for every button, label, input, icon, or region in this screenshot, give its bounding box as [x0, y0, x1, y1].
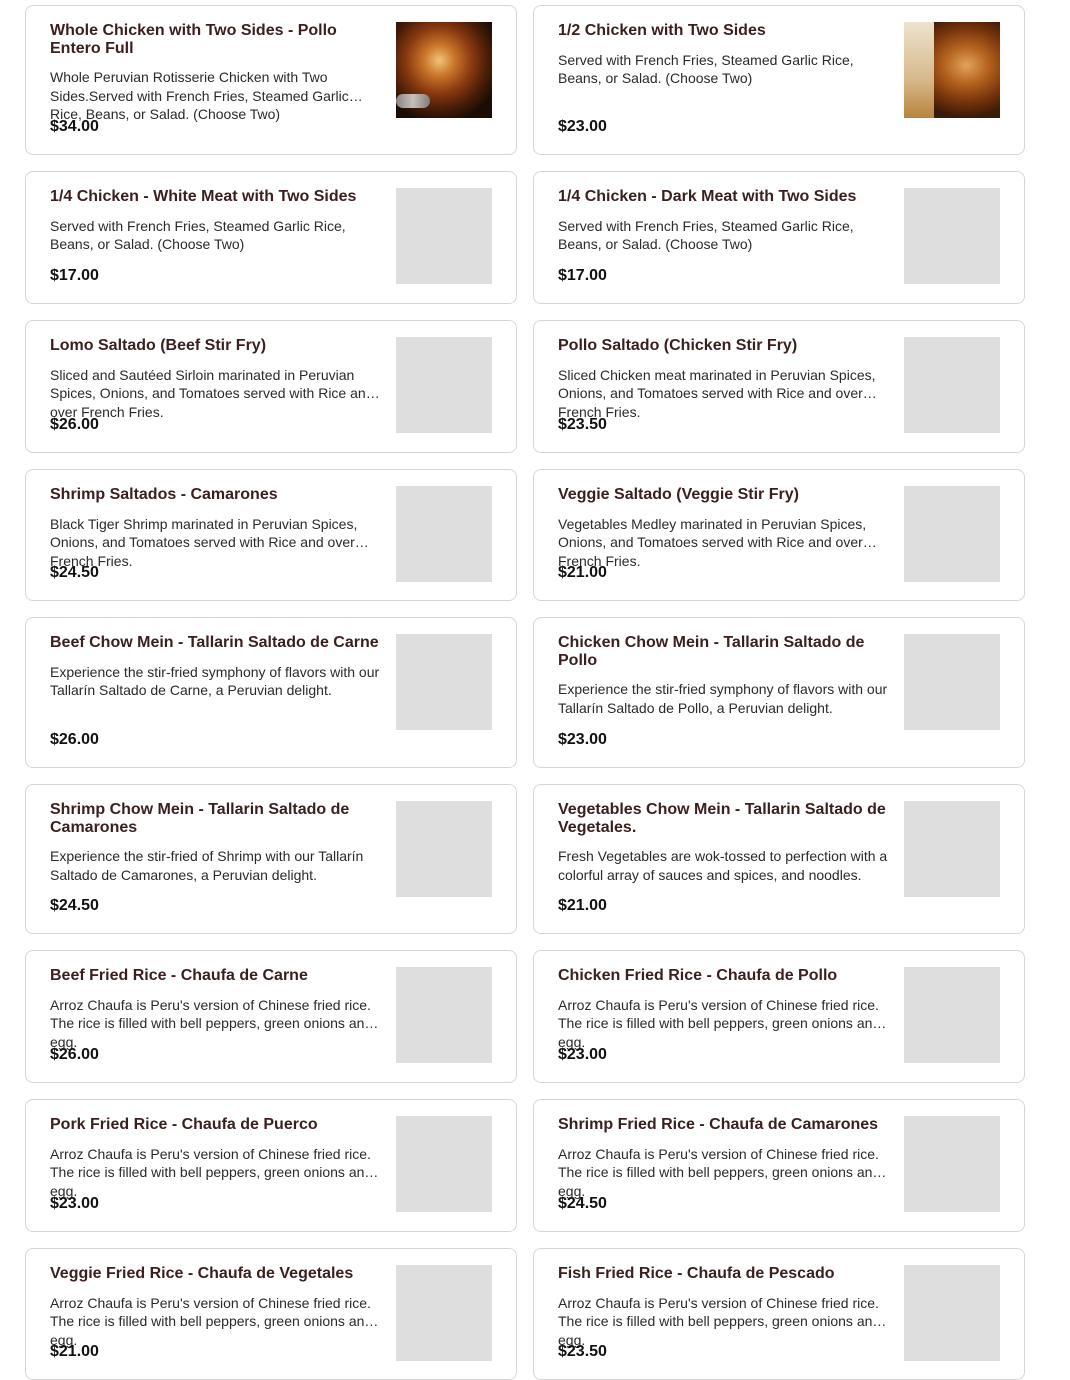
menu-item-description: Experience the stir-fried symphony of flavors with our Tallarín Saltado de Carne, a Peruvian delight. — [50, 663, 380, 698]
menu-item-name: Shrimp Saltados - Camarones — [50, 486, 278, 503]
menu-item-text — [558, 1116, 890, 1199]
menu-item-card[interactable] — [25, 950, 517, 1083]
menu-item-name: Lomo Saltado (Beef Stir Fry) — [50, 337, 267, 354]
menu-item-card[interactable] — [533, 950, 1025, 1083]
menu-item-price: $17.00 — [50, 267, 99, 284]
menu-item-name: Fish Fried Rice - Chaufa de Pescado — [558, 1265, 835, 1282]
menu-item-price: $21.00 — [50, 1343, 99, 1360]
menu-item-image-placeholder — [396, 1265, 492, 1361]
menu-item-card[interactable] — [25, 1099, 517, 1232]
menu-item-description: Sliced Chicken meat marinated in Peruvian Spices, Onions, and Tomatoes served with Rice and over French Fries. — [558, 366, 876, 420]
menu-item-name: Whole Chicken with Two Sides - Pollo Entero Full — [50, 22, 337, 57]
menu-item-price: $23.50 — [558, 416, 607, 433]
menu-item-name: Veggie Fried Rice - Chaufa de Vegetales — [50, 1265, 354, 1282]
menu-item-description: Arroz Chaufa is Peru's version of Chinese fried rice. The rice is filled with bell peppers, green onions and egg. — [558, 1294, 881, 1348]
menu-item-price: $23.50 — [558, 1343, 607, 1360]
menu-item-text — [50, 22, 382, 122]
menu-item-image-placeholder — [396, 337, 492, 433]
menu-item-text — [558, 634, 890, 717]
menu-item-card[interactable] — [533, 469, 1025, 601]
menu-item-grid — [25, 5, 1025, 1380]
menu-item-price: $23.00 — [50, 1195, 99, 1212]
menu-item-image-placeholder — [904, 486, 1000, 582]
menu-item-image-placeholder — [904, 801, 1000, 897]
menu-item-description: Served with French Fries, Steamed Garlic Rice, Beans, or Salad. (Choose Two) — [558, 217, 854, 252]
menu-item-image-placeholder — [904, 337, 1000, 433]
menu-item-name: Pork Fried Rice - Chaufa de Puerco — [50, 1116, 318, 1133]
menu-item-name: Chicken Fried Rice - Chaufa de Pollo — [558, 967, 838, 984]
menu-item-description: Served with French Fries, Steamed Garlic Rice, Beans, or Salad. (Choose Two) — [558, 51, 854, 86]
menu-item-description: Sliced and Sautéed Sirloin marinated in Peruvian Spices, Onions, and Tomatoes served with Rice and over French Fries. — [50, 366, 374, 420]
menu-item-description: Black Tiger Shrimp marinated in Peruvian Spices, Onions, and Tomatoes served with Rice and over French Fries. — [50, 515, 358, 569]
menu-item-text — [50, 337, 382, 420]
menu-item-name: Beef Fried Rice - Chaufa de Carne — [50, 967, 308, 984]
menu-item-text — [50, 188, 382, 254]
menu-item-card[interactable] — [25, 171, 517, 304]
menu-item-image-placeholder — [904, 188, 1000, 284]
menu-item-card[interactable] — [533, 617, 1025, 768]
menu-item-description: Vegetables Medley marinated in Peruvian Spices, Onions, and Tomatoes served with Rice and over French Fries. — [558, 515, 867, 569]
menu-item-description: Arroz Chaufa is Peru's version of Chinese fried rice. The rice is filled with bell peppers, green onions and egg. — [558, 996, 881, 1050]
menu-item-text — [50, 1116, 382, 1199]
menu-item-description: Whole Peruvian Rotisserie Chicken with Two Sides.Served with French Fries, Steamed Garlic Rice, Beans, or Salad. (Choose Two) — [50, 69, 349, 122]
menu-item-image-placeholder — [396, 967, 492, 1063]
menu-item-card[interactable] — [533, 784, 1025, 934]
menu-item-card[interactable] — [25, 5, 517, 155]
menu-item-description: Arroz Chaufa is Peru's version of Chinese fried rice. The rice is filled with bell peppers, green onions and egg. — [50, 1145, 373, 1199]
menu-item-price: $26.00 — [50, 416, 99, 433]
menu-item-image-placeholder — [396, 486, 492, 582]
menu-item-image-placeholder — [396, 801, 492, 897]
menu-item-card[interactable] — [25, 1248, 517, 1380]
menu-item-price: $17.00 — [558, 267, 607, 284]
menu-item-card[interactable] — [25, 784, 517, 934]
menu-item-text — [558, 188, 890, 254]
menu-item-name: Shrimp Chow Mein - Tallarin Saltado de Camarones — [50, 801, 350, 836]
menu-item-price: $26.00 — [50, 731, 99, 748]
menu-item-name: Vegetables Chow Mein - Tallarin Saltado de Vegetales. — [558, 801, 886, 836]
menu-item-price: $24.50 — [50, 564, 99, 581]
menu-item-name: Pollo Saltado (Chicken Stir Fry) — [558, 337, 798, 354]
menu-item-description: Fresh Vegetables are wok-tossed to perfection with a colorful array of sauces and spices, and noodles. — [558, 848, 888, 883]
menu-item-text — [558, 486, 890, 569]
menu-item-name: Beef Chow Mein - Tallarin Saltado de Carne — [50, 634, 379, 651]
menu-item-card[interactable] — [533, 5, 1025, 155]
menu-item-price: $23.00 — [558, 1046, 607, 1063]
menu-item-image-placeholder — [904, 1116, 1000, 1212]
menu-item-image-placeholder — [904, 1265, 1000, 1361]
menu-item-card[interactable] — [533, 1248, 1025, 1380]
menu-item-text — [558, 801, 890, 884]
menu-item-description: Arroz Chaufa is Peru's version of Chinese fried rice. The rice is filled with bell peppers, green onions and egg. — [50, 996, 373, 1050]
menu-item-image[interactable] — [396, 22, 492, 118]
menu-item-card[interactable] — [533, 171, 1025, 304]
menu-item-description: Experience the stir-fried of Shrimp with our Tallarín Saltado de Camarones, a Peruvian delight. — [50, 848, 364, 883]
menu-item-price: $24.50 — [50, 897, 99, 914]
menu-item-image-placeholder — [904, 967, 1000, 1063]
menu-item-description: Arroz Chaufa is Peru's version of Chinese fried rice. The rice is filled with bell peppers, green onions and egg. — [50, 1294, 373, 1348]
menu-item-card[interactable] — [25, 320, 517, 453]
menu-item-name: Chicken Chow Mein - Tallarin Saltado de Pollo — [558, 634, 865, 669]
menu-item-text — [50, 801, 382, 884]
menu-item-card[interactable] — [533, 1099, 1025, 1232]
menu-item-image-placeholder — [396, 1116, 492, 1212]
menu-item-image[interactable] — [904, 22, 1000, 118]
menu-item-text — [50, 634, 382, 700]
menu-item-image-placeholder — [396, 634, 492, 730]
menu-item-card[interactable] — [25, 469, 517, 601]
menu-item-price: $23.00 — [558, 731, 607, 748]
menu-item-image-placeholder — [904, 634, 1000, 730]
menu-item-description: Arroz Chaufa is Peru's version of Chinese fried rice. The rice is filled with bell peppers, green onions and egg. — [558, 1145, 881, 1199]
menu-item-name: Shrimp Fried Rice - Chaufa de Camarones — [558, 1116, 879, 1133]
menu-item-text — [50, 486, 382, 569]
menu-item-name: 1/4 Chicken - White Meat with Two Sides — [50, 188, 357, 205]
menu-item-description: Experience the stir-fried symphony of flavors with our Tallarín Saltado de Pollo, a Peruvian delight. — [558, 681, 888, 716]
menu-item-text — [558, 337, 890, 420]
menu-item-text — [558, 1265, 890, 1348]
menu-item-text — [50, 1265, 382, 1348]
menu-item-name: 1/2 Chicken with Two Sides — [558, 22, 766, 39]
menu-item-description: Served with French Fries, Steamed Garlic Rice, Beans, or Salad. (Choose Two) — [50, 217, 346, 252]
menu-item-card[interactable] — [25, 617, 517, 768]
menu-item-text — [558, 22, 890, 88]
menu-item-price: $21.00 — [558, 564, 607, 581]
menu-item-price: $26.00 — [50, 1046, 99, 1063]
menu-item-image-placeholder — [396, 188, 492, 284]
menu-item-price: $24.50 — [558, 1195, 607, 1212]
menu-item-price: $21.00 — [558, 897, 607, 914]
menu-item-price: $34.00 — [50, 118, 99, 135]
menu-item-text — [50, 967, 382, 1050]
menu-item-name: 1/4 Chicken - Dark Meat with Two Sides — [558, 188, 857, 205]
menu-item-price: $23.00 — [558, 118, 607, 135]
menu-item-card[interactable] — [533, 320, 1025, 453]
menu-item-name: Veggie Saltado (Veggie Stir Fry) — [558, 486, 799, 503]
menu-item-text — [558, 967, 890, 1050]
